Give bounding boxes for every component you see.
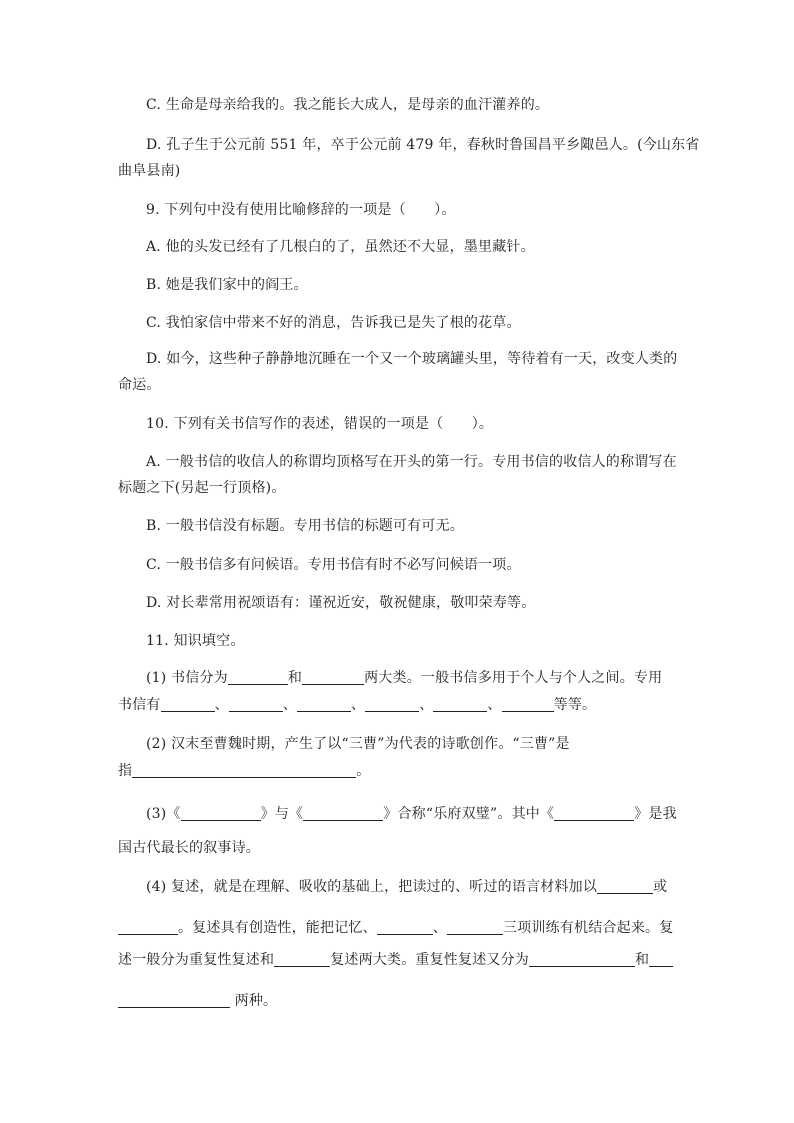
fill-blank[interactable]	[118, 993, 230, 1008]
fill-blank[interactable]	[118, 920, 178, 935]
fill-1-text-d: 书信有	[118, 697, 161, 713]
fill-1-sep: 、	[282, 697, 298, 713]
fill-4-line4	[118, 992, 277, 1010]
fill-1-text-end: 等等。	[553, 697, 597, 713]
option-a-q10-line1: A. 一般书信的收信人的称谓均顶格写在开头的第一行。专用书信的收信人的称谓写在	[146, 454, 677, 470]
option-c-q9: C. 我怕家信中带来不好的消息，告诉我已是失了根的花草。	[146, 315, 521, 331]
question-11: 11. 知识填空。	[146, 633, 245, 649]
fill-blank[interactable]	[303, 806, 383, 821]
fill-4-line3	[118, 951, 673, 969]
fill-3-line1	[146, 805, 677, 823]
fill-blank[interactable]	[161, 697, 215, 712]
fill-1-line2	[118, 696, 596, 714]
fill-blank[interactable]	[297, 697, 351, 712]
fill-1-line1	[146, 669, 662, 687]
fill-1-text-b: 和	[287, 670, 303, 686]
option-d-q10: D. 对长辈常用祝颂语有：谨祝近安，敬祝健康，敬叩荣寿等。	[146, 595, 536, 611]
option-b-q9: B. 她是我们家中的阎王。	[146, 277, 308, 293]
fill-4-line2	[118, 919, 673, 937]
fill-1-text-a: (1) 书信分为	[146, 670, 228, 686]
fill-blank[interactable]	[447, 920, 503, 935]
fill-4-text-g: 复述两大类。重复性复述又分为	[330, 952, 530, 968]
fill-2-text-b: 指	[118, 763, 133, 779]
fill-2-line1: (2) 汉末至曹魏时期，产生了以“三曹”为代表的诗歌创作。“三曹”是	[146, 736, 570, 752]
fill-1-sep: 、	[351, 697, 366, 713]
fill-blank[interactable]	[181, 806, 261, 821]
fill-4-text-c: 。复述具有创造性，能把记忆、	[178, 920, 377, 936]
fill-blank[interactable]	[132, 763, 356, 778]
option-b-q10: B. 一般书信没有标题。专用书信的标题可有可无。	[146, 518, 464, 534]
fill-blank[interactable]	[554, 806, 634, 821]
fill-3-text-a: (3)《	[146, 806, 181, 822]
fill-blank[interactable]	[302, 670, 364, 685]
option-c-q8: C. 生命是母亲给我的。我之能长大成人，是母亲的血汗灌养的。	[146, 97, 550, 113]
fill-4-text-d: 、	[432, 920, 448, 936]
fill-3-text-d: 》是我	[634, 806, 677, 822]
fill-blank[interactable]	[365, 697, 419, 712]
fill-4-text-b: 或	[653, 879, 668, 895]
option-c-q10: C. 一般书信多有问候语。专用书信有时不必写问候语一项。	[146, 557, 521, 573]
fill-blank[interactable]	[274, 952, 330, 967]
fill-blank[interactable]	[502, 697, 554, 712]
option-a-q9: A. 他的头发已经有了几根白的了，虽然还不大显，墨里藏针。	[146, 239, 535, 255]
fill-1-text-c: 两大类。一般书信多用于个人与个人之间。专用	[364, 670, 663, 686]
fill-1-sep: 、	[214, 697, 229, 713]
option-d-q9-line1: D. 如今，这些种子静静地沉睡在一个又一个玻璃罐头里，等待着有一天，改变人类的	[146, 351, 678, 367]
fill-4-text-h: 和	[635, 952, 650, 968]
fill-blank[interactable]	[597, 879, 653, 894]
fill-blank[interactable]	[228, 670, 288, 685]
fill-blank[interactable]	[433, 697, 487, 712]
fill-2-text-end: 。	[356, 763, 371, 779]
fill-blank[interactable]	[529, 952, 635, 967]
fill-blank[interactable]	[649, 952, 673, 967]
option-d-q8-line2: 曲阜县南)	[118, 163, 181, 179]
fill-4-text-i: 两种。	[234, 993, 278, 1009]
option-d-q9-line2: 命运。	[118, 377, 161, 393]
fill-blank[interactable]	[229, 697, 283, 712]
fill-4-text-f: 述一般分为重复性复述和	[118, 952, 275, 968]
option-d-q8-line1: D. 孔子生于公元前 551 年，卒于公元前 479 年，春秋时鲁国昌平乡陬邑人。(今山东省	[146, 137, 700, 153]
option-a-q10-line2: 标题之下(另起一行顶格)。	[118, 480, 286, 496]
fill-3-text-c: 》合称“乐府双璧”。其中《	[383, 806, 555, 822]
fill-4-text-a: (4) 复述，就是在理解、吸收的基础上，把读过的、听过的语言材料加以	[146, 879, 598, 895]
fill-2-line2	[118, 762, 370, 780]
fill-blank[interactable]	[377, 920, 433, 935]
fill-3-line2: 国古代最长的叙事诗。	[118, 840, 260, 856]
fill-1-sep: 、	[487, 697, 502, 713]
question-9: 9. 下列句中没有使用比喻修辞的一项是（ ）。	[146, 202, 456, 218]
fill-4-text-e: 三项训练有机结合起来。复	[503, 920, 674, 936]
fill-1-sep: 、	[419, 697, 434, 713]
fill-4-line1	[146, 878, 667, 896]
question-10: 10. 下列有关书信写作的表述，错误的一项是（ ）。	[146, 416, 494, 432]
fill-3-text-b: 》与《	[260, 806, 304, 822]
